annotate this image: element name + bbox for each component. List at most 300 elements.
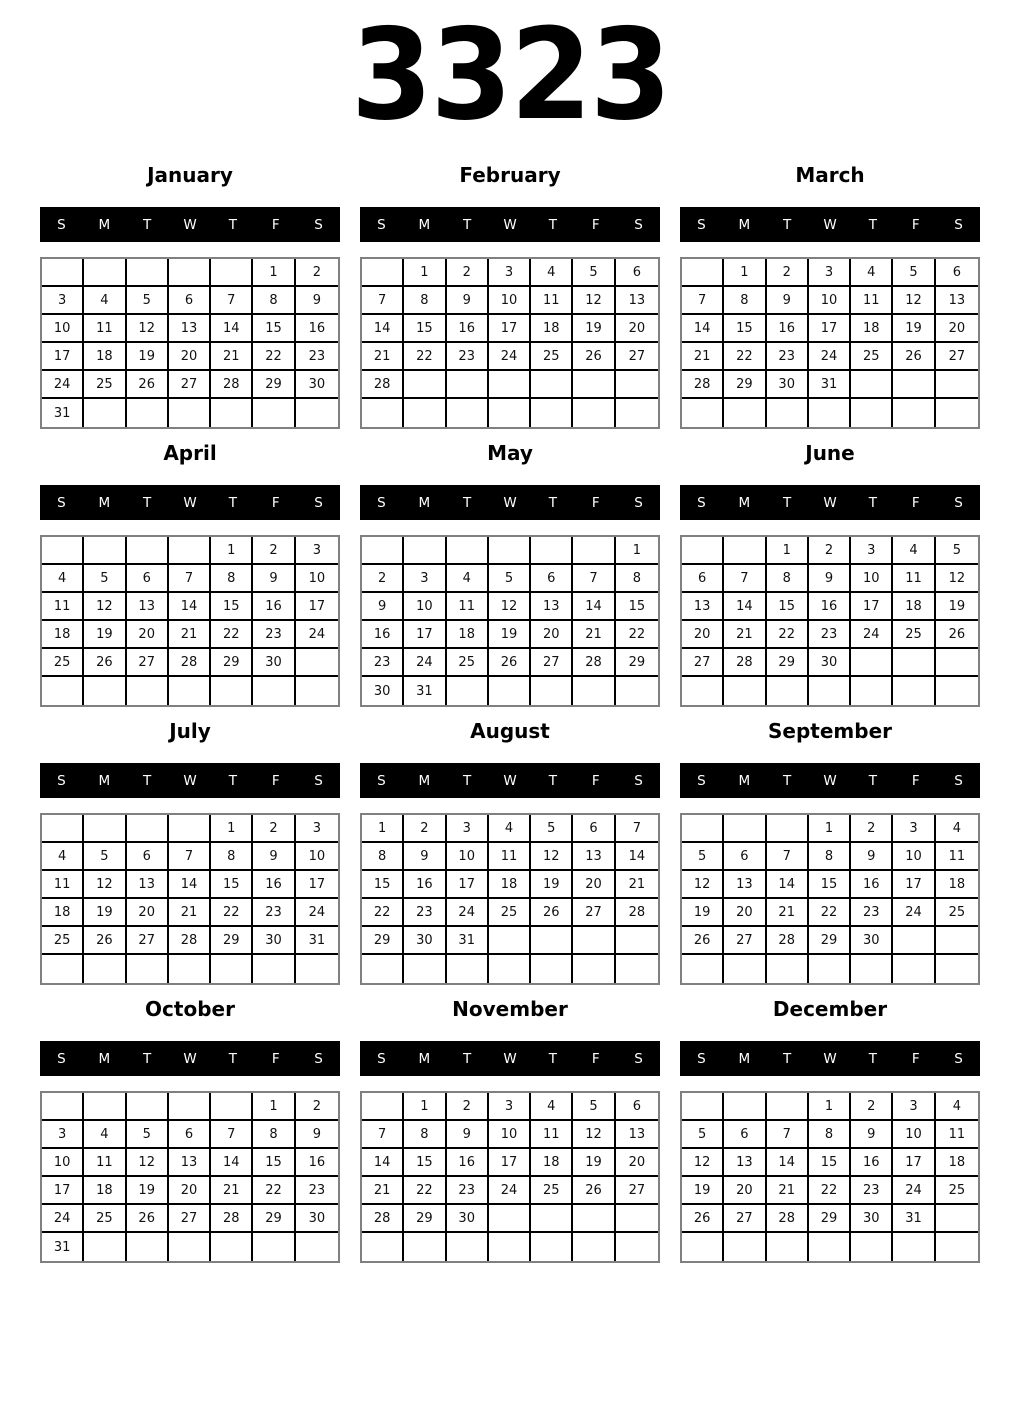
day-cell: 14 (211, 315, 253, 343)
weekday-label: T (463, 216, 472, 233)
day-cell: 10 (851, 565, 893, 593)
empty-cell (296, 649, 338, 677)
day-cell: 14 (211, 1149, 253, 1177)
empty-cell (447, 955, 489, 983)
months-grid (40, 160, 980, 1272)
day-cell: 28 (362, 1205, 404, 1233)
day-cell: 4 (447, 565, 489, 593)
weekday-label: F (271, 1050, 280, 1067)
day-cell: 17 (893, 871, 935, 899)
weekday-label: W (823, 1050, 837, 1067)
day-cell: 26 (531, 899, 573, 927)
month-name: April (163, 441, 217, 465)
weekday-label: T (228, 1050, 237, 1067)
day-cell: 13 (169, 1149, 211, 1177)
day-cell: 25 (531, 1177, 573, 1205)
day-cell: 22 (253, 343, 295, 371)
empty-cell (682, 955, 724, 983)
weekday-label: M (418, 494, 431, 511)
day-cell: 8 (404, 287, 446, 315)
day-cell: 17 (809, 315, 851, 343)
day-cell: 18 (447, 621, 489, 649)
day-cell: 10 (296, 843, 338, 871)
day-cell: 13 (936, 287, 978, 315)
day-cell: 9 (447, 1121, 489, 1149)
day-cell: 30 (296, 1205, 338, 1233)
day-cell: 9 (404, 843, 446, 871)
day-cell: 29 (809, 1205, 851, 1233)
day-cell: 21 (724, 621, 766, 649)
day-cell: 26 (127, 1205, 169, 1233)
day-cell: 3 (404, 565, 446, 593)
day-cell: 19 (573, 315, 615, 343)
day-cell: 3 (42, 1121, 84, 1149)
empty-cell (682, 677, 724, 705)
day-cell: 23 (809, 621, 851, 649)
day-cell: 10 (404, 593, 446, 621)
day-cell: 29 (253, 371, 295, 399)
day-cell: 25 (84, 371, 126, 399)
day-cell: 31 (447, 927, 489, 955)
day-cell: 27 (127, 927, 169, 955)
weekday-label: F (911, 216, 920, 233)
month-name: October (145, 997, 235, 1021)
day-cell: 14 (362, 315, 404, 343)
day-cell: 27 (724, 1205, 766, 1233)
day-cell: 5 (573, 259, 615, 287)
day-cell: 24 (296, 621, 338, 649)
day-cell: 17 (489, 315, 531, 343)
day-cell: 26 (682, 1205, 724, 1233)
day-cell: 8 (404, 1121, 446, 1149)
empty-cell (84, 955, 126, 983)
weekday-label: S (377, 1050, 386, 1067)
day-cell: 25 (936, 1177, 978, 1205)
weekday-header (40, 763, 340, 798)
day-cell: 23 (447, 1177, 489, 1205)
day-cell: 11 (42, 593, 84, 621)
empty-cell (84, 259, 126, 287)
day-cell: 2 (851, 815, 893, 843)
month-grid (40, 257, 340, 429)
weekday-label: W (503, 1050, 517, 1067)
day-cell: 25 (489, 899, 531, 927)
day-cell: 14 (767, 871, 809, 899)
empty-cell (253, 399, 295, 427)
day-cell: 20 (127, 899, 169, 927)
day-cell: 17 (296, 593, 338, 621)
day-cell: 1 (211, 537, 253, 565)
weekday-header (40, 485, 340, 520)
day-cell: 9 (253, 565, 295, 593)
day-cell: 18 (936, 871, 978, 899)
empty-cell (447, 677, 489, 705)
day-cell: 10 (809, 287, 851, 315)
empty-cell (362, 1233, 404, 1261)
empty-cell (127, 1093, 169, 1121)
day-cell: 16 (404, 871, 446, 899)
day-cell: 24 (42, 371, 84, 399)
empty-cell (447, 371, 489, 399)
month-grid (680, 813, 980, 985)
empty-cell (296, 399, 338, 427)
day-cell: 7 (616, 815, 658, 843)
weekday-label: S (314, 494, 323, 511)
month-block (360, 438, 660, 716)
month-name: May (487, 441, 533, 465)
empty-cell (616, 1205, 658, 1233)
weekday-label: W (503, 494, 517, 511)
day-cell: 14 (169, 871, 211, 899)
empty-cell (809, 1233, 851, 1261)
empty-cell (682, 1233, 724, 1261)
day-cell: 1 (253, 259, 295, 287)
weekday-header (680, 207, 980, 242)
day-cell: 24 (42, 1205, 84, 1233)
day-cell: 16 (447, 315, 489, 343)
weekday-label: M (98, 1050, 111, 1067)
day-cell: 6 (531, 565, 573, 593)
empty-cell (404, 399, 446, 427)
day-cell: 30 (296, 371, 338, 399)
empty-cell (127, 955, 169, 983)
day-cell: 21 (169, 899, 211, 927)
day-cell: 13 (724, 871, 766, 899)
day-cell: 22 (724, 343, 766, 371)
empty-cell (127, 1233, 169, 1261)
empty-cell (169, 677, 211, 705)
month-grid (680, 535, 980, 707)
day-cell: 17 (296, 871, 338, 899)
day-cell: 20 (616, 1149, 658, 1177)
day-cell: 30 (404, 927, 446, 955)
day-cell: 11 (42, 871, 84, 899)
day-cell: 5 (573, 1093, 615, 1121)
day-cell: 10 (489, 1121, 531, 1149)
day-cell: 23 (767, 343, 809, 371)
empty-cell (362, 1093, 404, 1121)
day-cell: 6 (127, 843, 169, 871)
day-cell: 1 (616, 537, 658, 565)
empty-cell (42, 955, 84, 983)
day-cell: 8 (211, 565, 253, 593)
day-cell: 20 (531, 621, 573, 649)
day-cell: 13 (682, 593, 724, 621)
empty-cell (296, 1233, 338, 1261)
day-cell: 12 (489, 593, 531, 621)
empty-cell (531, 677, 573, 705)
day-cell: 20 (724, 1177, 766, 1205)
day-cell: 26 (573, 1177, 615, 1205)
day-cell: 2 (851, 1093, 893, 1121)
weekday-label: T (228, 216, 237, 233)
day-cell: 14 (767, 1149, 809, 1177)
empty-cell (169, 537, 211, 565)
day-cell: 15 (253, 315, 295, 343)
day-cell: 10 (296, 565, 338, 593)
day-cell: 14 (573, 593, 615, 621)
day-cell: 18 (851, 315, 893, 343)
day-cell: 27 (616, 343, 658, 371)
day-cell: 20 (169, 343, 211, 371)
weekday-header (680, 1041, 980, 1076)
day-cell: 29 (211, 649, 253, 677)
day-cell: 17 (42, 343, 84, 371)
weekday-label: W (823, 216, 837, 233)
empty-cell (489, 537, 531, 565)
weekday-label: F (911, 772, 920, 789)
empty-cell (404, 1233, 446, 1261)
day-cell: 17 (42, 1177, 84, 1205)
empty-cell (767, 399, 809, 427)
weekday-label: S (954, 494, 963, 511)
empty-cell (211, 955, 253, 983)
empty-cell (362, 399, 404, 427)
day-cell: 5 (84, 565, 126, 593)
day-cell: 26 (682, 927, 724, 955)
day-cell: 7 (169, 843, 211, 871)
day-cell: 27 (616, 1177, 658, 1205)
day-cell: 15 (404, 1149, 446, 1177)
day-cell: 11 (489, 843, 531, 871)
day-cell: 9 (809, 565, 851, 593)
day-cell: 26 (489, 649, 531, 677)
weekday-header (360, 1041, 660, 1076)
day-cell: 7 (767, 1121, 809, 1149)
day-cell: 14 (724, 593, 766, 621)
month-block (680, 160, 980, 438)
day-cell: 21 (169, 621, 211, 649)
weekday-label: S (57, 216, 66, 233)
month-grid (680, 1091, 980, 1263)
weekday-label: T (783, 772, 792, 789)
empty-cell (809, 955, 851, 983)
weekday-label: S (697, 772, 706, 789)
day-cell: 17 (447, 871, 489, 899)
day-cell: 4 (42, 843, 84, 871)
day-cell: 25 (84, 1205, 126, 1233)
month-grid (360, 813, 660, 985)
day-cell: 23 (404, 899, 446, 927)
day-cell: 2 (253, 537, 295, 565)
day-cell: 16 (809, 593, 851, 621)
day-cell: 31 (42, 399, 84, 427)
weekday-label: T (463, 494, 472, 511)
day-cell: 3 (893, 815, 935, 843)
day-cell: 18 (42, 621, 84, 649)
day-cell: 25 (893, 621, 935, 649)
empty-cell (489, 927, 531, 955)
empty-cell (211, 259, 253, 287)
empty-cell (851, 1233, 893, 1261)
empty-cell (489, 955, 531, 983)
day-cell: 30 (767, 371, 809, 399)
day-cell: 1 (253, 1093, 295, 1121)
day-cell: 6 (616, 259, 658, 287)
day-cell: 24 (489, 1177, 531, 1205)
day-cell: 22 (809, 899, 851, 927)
day-cell: 3 (489, 1093, 531, 1121)
empty-cell (211, 677, 253, 705)
empty-cell (42, 815, 84, 843)
empty-cell (362, 537, 404, 565)
day-cell: 14 (362, 1149, 404, 1177)
day-cell: 31 (42, 1233, 84, 1261)
day-cell: 19 (682, 1177, 724, 1205)
weekday-label: W (823, 772, 837, 789)
day-cell: 13 (169, 315, 211, 343)
day-cell: 25 (936, 899, 978, 927)
day-cell: 15 (404, 315, 446, 343)
day-cell: 9 (851, 1121, 893, 1149)
weekday-label: S (634, 494, 643, 511)
empty-cell (936, 1205, 978, 1233)
weekday-header (40, 1041, 340, 1076)
empty-cell (447, 1233, 489, 1261)
empty-cell (893, 677, 935, 705)
empty-cell (936, 371, 978, 399)
day-cell: 4 (893, 537, 935, 565)
empty-cell (531, 927, 573, 955)
month-block (40, 438, 340, 716)
day-cell: 5 (531, 815, 573, 843)
day-cell: 23 (296, 1177, 338, 1205)
day-cell: 14 (169, 593, 211, 621)
day-cell: 2 (253, 815, 295, 843)
empty-cell (531, 371, 573, 399)
empty-cell (489, 1233, 531, 1261)
empty-cell (682, 537, 724, 565)
weekday-label: F (911, 494, 920, 511)
day-cell: 3 (809, 259, 851, 287)
day-cell: 13 (127, 593, 169, 621)
weekday-label: S (634, 772, 643, 789)
day-cell: 21 (211, 1177, 253, 1205)
day-cell: 8 (211, 843, 253, 871)
day-cell: 1 (809, 1093, 851, 1121)
empty-cell (724, 1093, 766, 1121)
empty-cell (893, 399, 935, 427)
day-cell: 15 (724, 315, 766, 343)
day-cell: 4 (936, 1093, 978, 1121)
day-cell: 6 (169, 1121, 211, 1149)
day-cell: 8 (809, 1121, 851, 1149)
day-cell: 2 (296, 1093, 338, 1121)
day-cell: 30 (253, 649, 295, 677)
day-cell: 6 (573, 815, 615, 843)
day-cell: 23 (851, 1177, 893, 1205)
empty-cell (362, 259, 404, 287)
day-cell: 1 (724, 259, 766, 287)
day-cell: 3 (447, 815, 489, 843)
day-cell: 6 (724, 1121, 766, 1149)
empty-cell (84, 399, 126, 427)
day-cell: 17 (489, 1149, 531, 1177)
day-cell: 3 (489, 259, 531, 287)
empty-cell (127, 537, 169, 565)
day-cell: 7 (169, 565, 211, 593)
weekday-label: W (823, 494, 837, 511)
day-cell: 10 (42, 315, 84, 343)
day-cell: 19 (127, 343, 169, 371)
day-cell: 28 (724, 649, 766, 677)
empty-cell (573, 1205, 615, 1233)
day-cell: 5 (936, 537, 978, 565)
day-cell: 27 (169, 1205, 211, 1233)
empty-cell (404, 537, 446, 565)
day-cell: 26 (84, 927, 126, 955)
day-cell: 29 (616, 649, 658, 677)
day-cell: 17 (404, 621, 446, 649)
day-cell: 9 (767, 287, 809, 315)
month-name: January (147, 163, 233, 187)
empty-cell (893, 955, 935, 983)
day-cell: 9 (296, 287, 338, 315)
empty-cell (724, 399, 766, 427)
weekday-label: W (183, 772, 197, 789)
empty-cell (767, 815, 809, 843)
weekday-label: T (463, 772, 472, 789)
year-text: 3323 (350, 1, 670, 148)
weekday-header (40, 207, 340, 242)
empty-cell (724, 1233, 766, 1261)
empty-cell (809, 677, 851, 705)
day-cell: 12 (531, 843, 573, 871)
day-cell: 24 (851, 621, 893, 649)
day-cell: 2 (296, 259, 338, 287)
day-cell: 30 (851, 1205, 893, 1233)
empty-cell (767, 677, 809, 705)
day-cell: 1 (362, 815, 404, 843)
empty-cell (169, 815, 211, 843)
weekday-label: T (868, 494, 877, 511)
day-cell: 23 (851, 899, 893, 927)
empty-cell (127, 399, 169, 427)
day-cell: 12 (84, 871, 126, 899)
day-cell: 9 (296, 1121, 338, 1149)
day-cell: 10 (42, 1149, 84, 1177)
year-title (0, 0, 1020, 150)
weekday-header (360, 485, 660, 520)
empty-cell (851, 649, 893, 677)
day-cell: 19 (531, 871, 573, 899)
weekday-label: T (228, 494, 237, 511)
weekday-label: T (143, 216, 152, 233)
day-cell: 14 (682, 315, 724, 343)
empty-cell (616, 677, 658, 705)
day-cell: 26 (127, 371, 169, 399)
day-cell: 18 (84, 1177, 126, 1205)
empty-cell (616, 955, 658, 983)
day-cell: 18 (42, 899, 84, 927)
month-name: August (470, 719, 550, 743)
weekday-label: S (634, 216, 643, 233)
day-cell: 16 (767, 315, 809, 343)
weekday-label: S (634, 1050, 643, 1067)
day-cell: 7 (211, 1121, 253, 1149)
weekday-label: W (183, 216, 197, 233)
day-cell: 28 (211, 371, 253, 399)
day-cell: 1 (767, 537, 809, 565)
day-cell: 11 (84, 1149, 126, 1177)
day-cell: 11 (447, 593, 489, 621)
empty-cell (489, 677, 531, 705)
month-block (680, 994, 980, 1272)
day-cell: 25 (42, 649, 84, 677)
day-cell: 22 (404, 343, 446, 371)
day-cell: 1 (809, 815, 851, 843)
day-cell: 30 (253, 927, 295, 955)
